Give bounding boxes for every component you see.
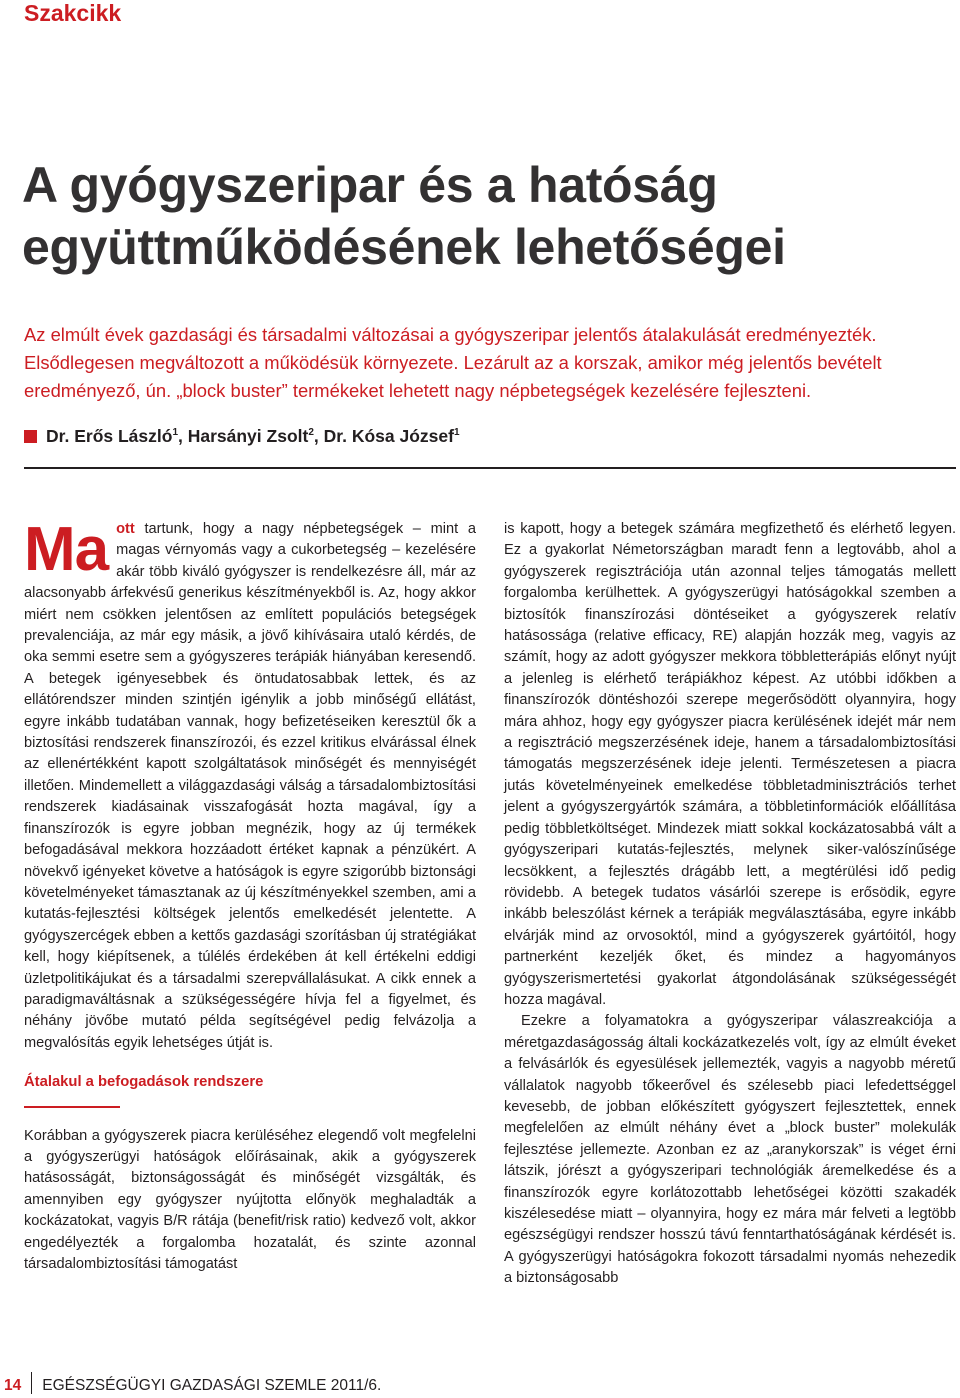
author-2: , Harsányi Zsolt (178, 426, 309, 446)
body-paragraph-1 (24, 515, 476, 1054)
article-title: A gyógyszeripar és a hatóság együttműködésének lehetőségei (22, 157, 786, 275)
article-lead: Az elmúlt évek gazdasági és társadalmi változásai a gyógyszeripar jelentős átalakulását eredményezték. Elsődlegesen megváltozott a működésük környezete. Lezárult az a korszak, amikor még jelentős bevételt eredményező, ún. „block buster” termékeket lehetett nagy népbetegségek kezelésére fejleszteni. (24, 324, 882, 401)
subheading-underline (24, 1106, 120, 1108)
footer-separator (31, 1372, 32, 1394)
body-paragraph-3: is kapott, hogy a betegek számára megfizethető és elérhető legyen. Ez a gyakorlat Németországban maradt fenn a legtovább, ahol a gyógyszerek regisztrációja után azonnal teljes támogatás mellett forgalomba kerülhettek. A gyógyszerügyi hatóságokkal szemben a biztosítók finanszírozási döntéseiket a gyógyszerek relatív hatásossága (relative efficacy, RE) alapján hozzák meg, vagyis az számít, hogy az adott gyógyszer mekkora többletterápiás előnyt nyújt a jelenleg is elérhető terápiákhoz képest. Az utóbbi időkben a finanszírozók döntéshozói szerepe megerősödött olyannyira, hogy mára ahhoz, hogy egy gyógyszer piacra kerülésének idejét már nem a regisztráció megszerzésének ideje, hanem a társadalombiztosítási támogatás megszerzésének ideje jelenti. Természetesen a piacra jutás követelményeinek emelkedése többletadminisztrációs terhet jelent a gyógyszergyártók számára, a többletinformációk előállítása pedig többletköltséget. Mindezek miatt sokkal kockázatosabbá vált a gyógyszeripari kutatás-fejlesztés, melynek siker-valószínűsége lecsökkent, a fejlesztés drágább lett, a megtérülési idő pedig rövidebb. A betegek tudatos vásárlói szerepe is erősödik, egyre inkább beleszólást kérnek a terápiák megválasztásába, egyre inkább elvárják mind az orvosoktól, mind a gyógyszerek gyártóitól, hogy partnerként kezeljék őket, és mindez a hagyományos gyógyszerismertetési gyakorlat átgondolásának szükségességét hozza magával. (504, 521, 956, 1008)
section-label: Szakcikk (24, 0, 122, 26)
header-divider (24, 467, 956, 469)
page-number: 14 (4, 1377, 22, 1394)
right-column (504, 519, 956, 1290)
body-paragraph-2: Korábban a gyógyszerek piacra kerüléséhez elegendő volt megfelelni a gyógyszerügyi hatóságok előírásainak, akik a gyógyszerek hatásosságát, biztonságosságát és minőségét vizsgálták, és amennyiben egy gyógyszer nyújtotta előnyök meghaladták a kockázatokat, vagyis B/R rátája (benefit/risk ratio) kedvező volt, akkor engedélyezték a forgalomba hozatalát, és szinte azonnal társadalombiztosítási támogatást (24, 1127, 476, 1272)
body-paragraph-4: Ezekre a folyamatokra a gyógyszeripar válaszreakciója a méretgazdaságosság általi kockázatkezelés volt, így az elmúlt éveket a felvásárlók és egyesülések jellemezték, vagyis a nagyobb méretű vállalatok nagyobb tőkeerővel és szélesebb piaci lefedettséggel kevesebb, de jobban előkészített gyógyszert fejlesztettek, ennek megfelelően az elmúlt néhány évet a „block buster” molekulák fejlesztése jellemezte. Azonban ez az „aranykorszak” is véget érni látszik, jórészt a gyógyszeripari technológiák áremelkedése és a finanszírozók egyre korlátozottabb lehetőségei közötti szakadék kiszélesedése miatt – olyannyira, hogy ez mára már felveti a legtöbb egészségügyi rendszer hosszú távú fenntarthatóságának kérdését is. A gyógyszerügyi hatóságokra fokozott társadalmi nyomás nehezedik a biztonságosabb (504, 1013, 956, 1287)
page-footer (4, 1372, 381, 1395)
lead-in-word: ott (116, 521, 135, 537)
section-subheading: Átalakul a befogadások rendszere (24, 1074, 264, 1091)
author-1-affiliation: 1 (172, 427, 178, 439)
author-1: Dr. Erős László (46, 426, 173, 446)
author-3: , Dr. Kósa József (313, 426, 454, 446)
left-column (24, 515, 476, 1275)
author-line (24, 426, 924, 447)
author-2-affiliation: 2 (308, 427, 314, 439)
body-paragraph-1-text: tartunk, hogy a nagy népbetegségek – mint a magas vérnyomás vagy a cukorbetegség – kezelésére akár több kiváló gyógyszer is rendelkezésre áll, már az alacsonyabb árfekvésű generikus készítményekből is. Az, hogy akkor miért nem csökken jelentősen az említett populációs betegségek prevalenciája, az már egy másik, a jövő kihívásaira utaló kérdés, de oka semmi esetre sem a gyógyszeres terápiák hiányában keresendő. A betegek igényesebbek és öntudatosabbak lettek, és az ellátórendszer minden szintjén igénylik a jobb minőségű ellátást, egyre inkább tudatában vannak, hogy befizetéseiken keresztül ők a biztosítási rendszerek finanszírozói, és ezzel kritikus elvárással élnek az ellenértékként kapott szolgáltatások minőségét és mennyiségét illetően. Mindemellett a világgazdasági válság a társadalombiztosítási rendszerek kiadásainak visszafogását hozta magával, így a finanszírozók is egyre jobban megnézik, hogy az új termékek befogadásával mekkora hozzáadott értéket kapnak a pénzükért. A növekvő igényeket követve a hatóságok is egyre szigorúbb biztonsági követelményeket támasztanak az új készítményekkel szemben, ami a kutatás-fejlesztési költségek jelentős emelkedését jelentette. A gyógyszercégek ebben a kettős gazdasági szorításban új stratégiákat kell, hogy kiépítsenek, a túlélés érdekében át kell értékelni eddigi üzletpolitikájukat és a társadalmi szerepvállalásukat. A cikk ennek a paradigmaváltásnak a szükségességére hívja fel a figyelmet, és néhány jövőbe mutató példa segítségével pedig felvázolja a megvalósítás egyik lehetséges útját is. (24, 521, 476, 1051)
drop-cap: Ma (24, 515, 109, 584)
journal-name: EGÉSZSÉGÜGYI GAZDASÁGI SZEMLE 2011/6. (42, 1377, 382, 1394)
square-bullet-icon (24, 430, 37, 443)
author-3-affiliation: 1 (453, 427, 460, 439)
